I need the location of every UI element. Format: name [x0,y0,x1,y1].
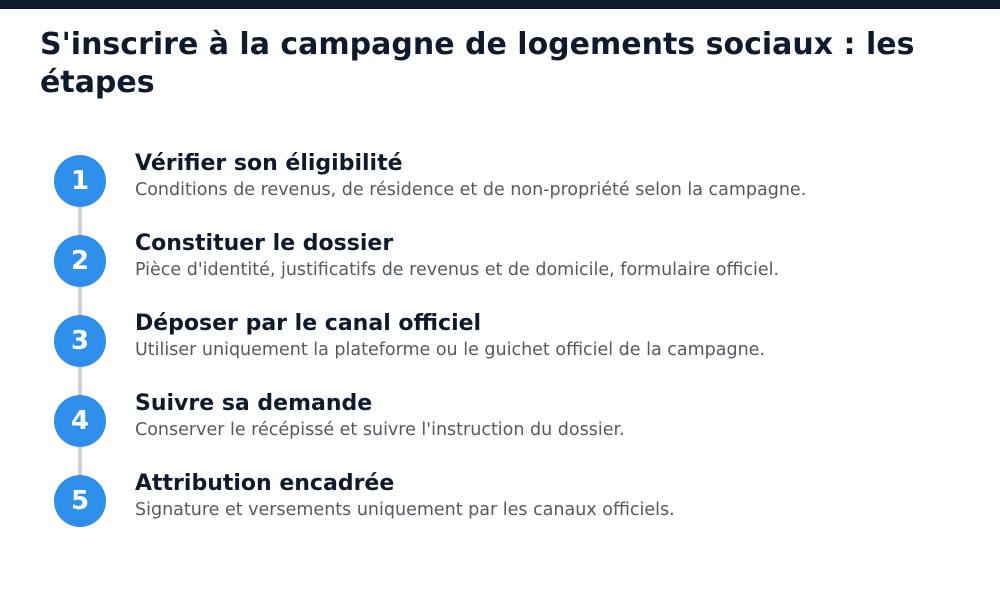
step-number-badge: 5 [54,475,106,527]
page-title: S'inscrire à la campagne de logements sociaux : les étapes [40,27,915,100]
step-title: Suivre sa demande [135,391,373,416]
step-title: Constituer le dossier [135,231,394,256]
step-description: Signature et versements uniquement par les canaux officiels. [135,500,675,520]
step-description: Conserver le récépissé et suivre l'instruction du dossier. [135,420,625,440]
step-title: Déposer par le canal officiel [135,311,482,336]
step-number-badge: 3 [54,315,106,367]
step-number-badge: 1 [54,155,106,207]
step-title: Attribution encadrée [135,471,395,496]
step-description: Utiliser uniquement la plateforme ou le guichet officiel de la campagne. [135,340,765,360]
step-title: Vérifier son éligibilité [135,151,403,176]
step-description: Pièce d'identité, justificatifs de revenus et de domicile, formulaire officiel. [135,260,780,280]
step-description: Conditions de revenus, de résidence et de non-propriété selon la campagne. [135,180,807,200]
step-number-badge: 4 [54,395,106,447]
step-number-badge: 2 [54,235,106,287]
